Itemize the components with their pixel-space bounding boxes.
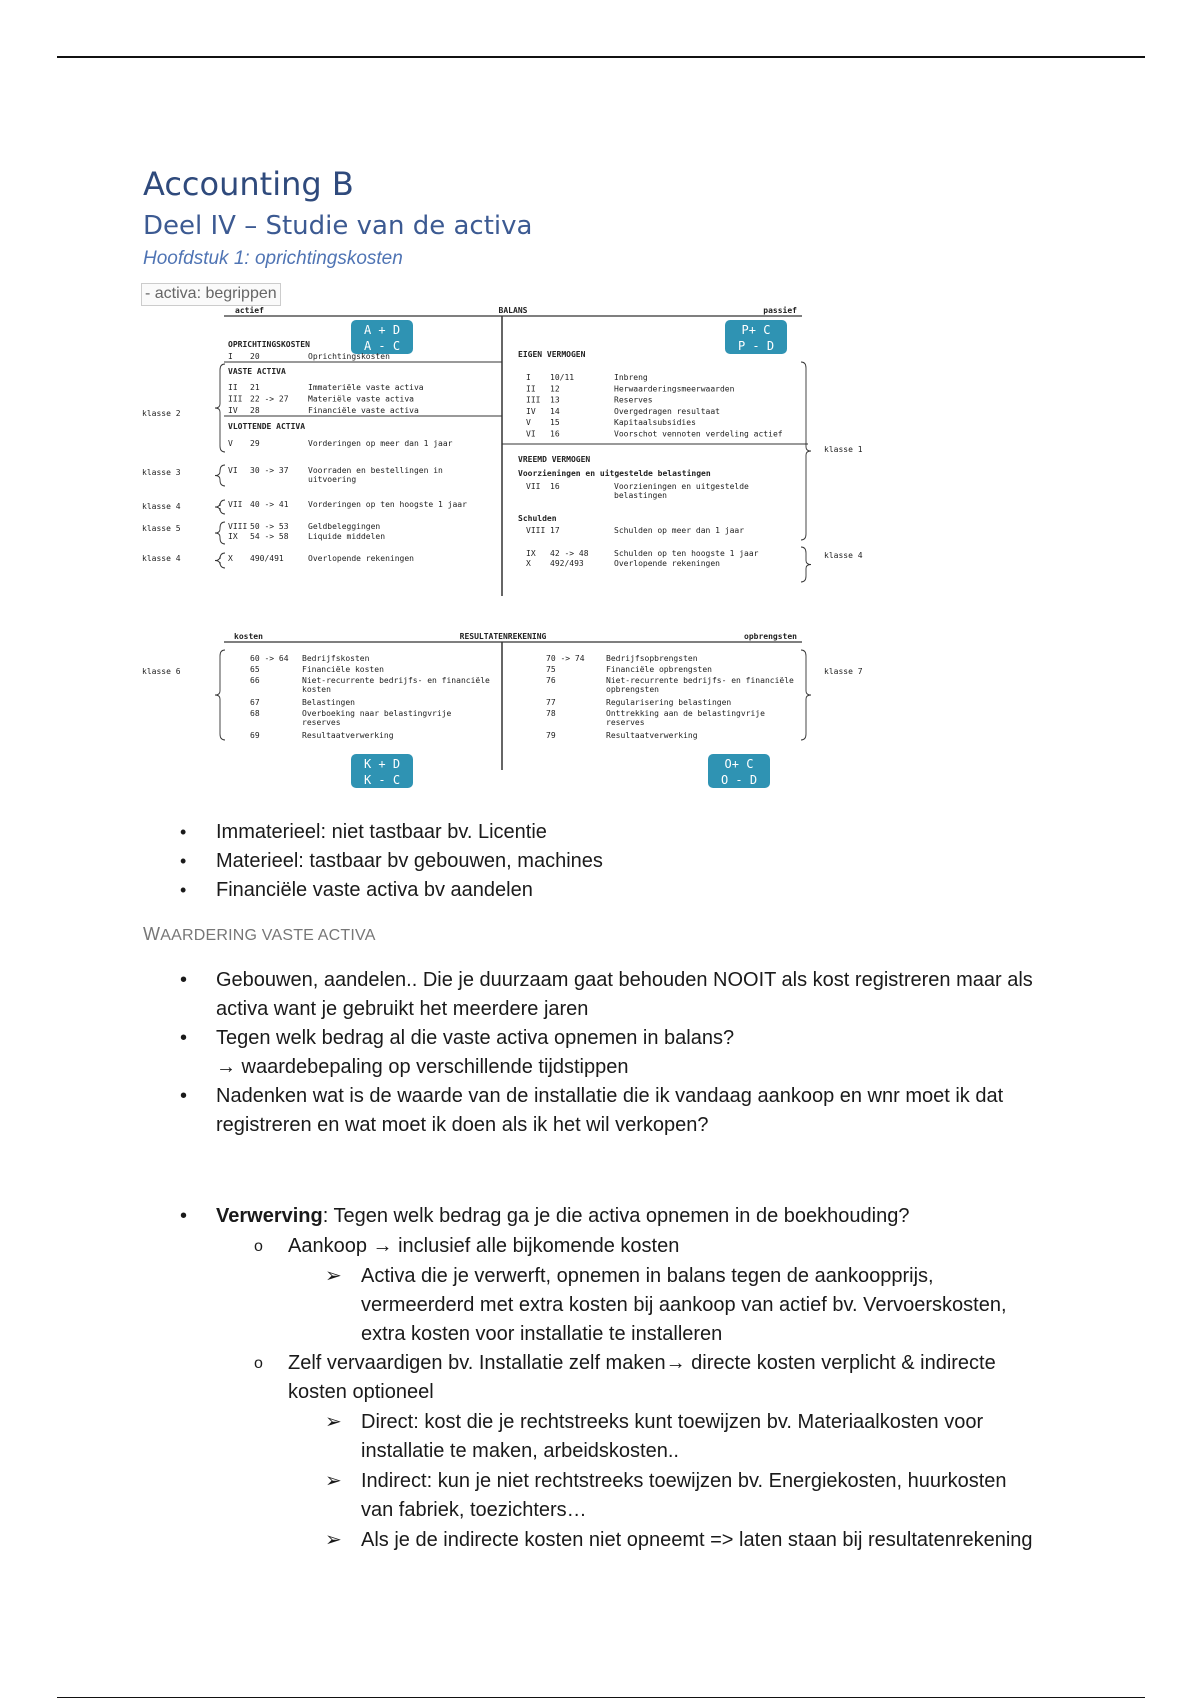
vlottende-row: uitvoering	[308, 475, 357, 484]
vlottende-row: Vorderingen op ten hoogste 1 jaar	[308, 500, 467, 509]
balans-title: BALANS	[498, 306, 528, 315]
list-item: • Gebouwen, aandelen.. Die je duurzaam gaat behouden NOOIT als kost registreren maar als activa want je gebruikt het meerdere jaren	[216, 966, 1066, 1024]
resultaten-badge-left-line1: K + D	[363, 757, 401, 771]
eigen-row: 14	[550, 406, 560, 416]
resultaten-title: RESULTATENREKENING	[459, 632, 547, 641]
brace-klasse-1	[801, 362, 811, 540]
schulden-row: X	[526, 559, 531, 568]
sub-sub-list-item: ➢ Als je de indirecte kosten niet opneemt => laten staan bij resultatenrekening	[361, 1526, 1061, 1555]
sub-list-item: o Aankoop → inclusief alle bijkomende kosten	[288, 1232, 1068, 1261]
balans-badge-left-line2: A - C	[363, 339, 401, 353]
vlottende-row: 50 -> 53	[250, 522, 289, 531]
eigen-row: I	[526, 373, 531, 382]
klasse-7-label: klasse 7	[824, 667, 863, 676]
vlottende-row: Overlopende rekeningen	[308, 554, 414, 563]
arrow-marker: ➢	[325, 1529, 342, 1551]
list-item: • Materieel: tastbaar bv gebouwen, machines	[216, 847, 603, 875]
list-item: • Immaterieel: niet tastbaar bv. Licentie	[216, 818, 603, 846]
opbrengsten-label: Financiële opbrengsten	[606, 665, 712, 674]
diagram-group	[142, 305, 863, 788]
klasse-right-label: klasse 1	[824, 445, 863, 454]
circle-marker: o	[254, 1355, 263, 1372]
eigen-row: V	[526, 418, 531, 428]
opbrengsten-label: Regularisering belastingen	[606, 698, 732, 707]
vlottende-head: VLOTTENDE ACTIVA	[228, 422, 306, 431]
vlottende-row: Vorderingen op meer dan 1 jaar	[308, 439, 453, 448]
vlottende-row: Liquide middelen	[308, 532, 386, 541]
page-title: Accounting B	[143, 165, 354, 203]
eigen-row: II	[526, 384, 536, 394]
brace-klasse-7	[801, 650, 811, 740]
vaste-row: Immateriële vaste activa	[308, 383, 424, 392]
brace-klasse-3	[215, 465, 225, 486]
top-rule	[57, 56, 1145, 58]
kosten-code: 60 -> 64	[250, 654, 289, 663]
klasse-right-label: klasse 4	[824, 551, 863, 560]
schulden-row: Schulden op ten hoogste 1 jaar	[614, 549, 759, 558]
list-item: • Nadenken wat is de waarde van de installatie die ik vandaag aankoop en wnr moet ik dat registreren en wat moet ik doen als ik het wil verkopen?	[216, 1082, 1066, 1140]
section-heading: WAARDERING VASTE ACTIVA	[143, 924, 376, 944]
kosten-label: Belastingen	[302, 698, 355, 707]
kosten-code: 65	[250, 665, 260, 674]
klasse-left-label: klasse 4	[142, 502, 181, 511]
balans-badge-right-line1: P+ C	[741, 323, 771, 337]
voorz-row: belastingen	[614, 491, 667, 500]
balance-diagram	[140, 300, 880, 800]
vreemd-head: VREEMD VERMOGEN	[518, 455, 591, 464]
kosten-label: Financiële kosten	[302, 665, 384, 674]
eigen-row: VI	[526, 429, 536, 439]
schulden-row: IX	[526, 549, 536, 558]
eigen-row: Reserves	[614, 395, 653, 405]
schulden-row: Schulden op meer dan 1 jaar	[614, 526, 745, 535]
vlottende-row: IX	[228, 532, 238, 541]
opbrengsten-label: opbrengsten	[606, 685, 659, 694]
opbrengsten-code: 78	[546, 709, 556, 718]
balans-badge-right-line2: P - D	[737, 339, 775, 353]
opbrengsten-label: Bedrijfsopbrengsten	[606, 654, 698, 663]
eigen-row: Inbreng	[614, 373, 648, 382]
kosten-label: Resultaatverwerking	[302, 731, 394, 740]
kosten-label: Bedrijfskosten	[302, 654, 370, 663]
vlottende-row: Geldbeleggingen	[308, 522, 381, 531]
klasse-left-label: klasse 3	[142, 468, 181, 477]
oprichting-row: I	[228, 352, 233, 361]
kosten-code: 69	[250, 731, 260, 740]
schulden-row: 42 -> 48	[550, 549, 589, 558]
opbrengsten-label: Resultaatverwerking	[606, 731, 698, 740]
voorz-row: Voorzieningen en uitgestelde	[614, 482, 749, 491]
kosten-label: reserves	[302, 718, 341, 727]
vlottende-row: VI	[228, 466, 238, 475]
eigen-row: Herwaarderingsmeerwaarden	[614, 384, 735, 394]
schulden-row: 492/493	[550, 559, 584, 568]
vaste-row: IV	[228, 406, 238, 415]
klasse-left-label: klasse 5	[142, 524, 181, 533]
list-item: • Financiële vaste activa bv aandelen	[216, 876, 603, 904]
arrow-marker: ➢	[325, 1265, 342, 1287]
klasse-left-label: klasse 4	[142, 554, 181, 563]
balans-right-head: passief	[763, 306, 797, 315]
list-item: • Tegen welk bedrag al die vaste activa opnemen in balans? → waardebepaling op verschillende tijdstippen	[216, 1024, 1066, 1082]
resultaten-badge-right-line2: O - D	[720, 773, 758, 787]
opbrengsten-label: reserves	[606, 718, 645, 727]
circle-marker: o	[254, 1238, 263, 1255]
kosten-code: 67	[250, 698, 260, 707]
kosten-code: 66	[250, 676, 260, 685]
vaste-row: III	[228, 394, 243, 404]
vaste-row: 28	[250, 406, 260, 415]
chapter-title: Hoofdstuk 1: oprichtingskosten	[143, 248, 403, 269]
arrow-marker: ➢	[325, 1411, 342, 1433]
section-title: Deel IV – Studie van de activa	[143, 211, 533, 241]
sub-sub-list-item: ➢ Indirect: kun je niet rechtstreeks toewijzen bv. Energiekosten, huurkosten van fabriek, toezichters…	[361, 1467, 1061, 1525]
asset-types-list	[0, 818, 603, 904]
sub-sub-list-item: ➢ Direct: kost die je rechtstreeks kunt toewijzen bv. Materiaalkosten voor installatie te maken, arbeidskosten..	[361, 1408, 1061, 1466]
schulden-row: VIII	[526, 526, 546, 535]
balans-badge-left-line1: A + D	[363, 323, 401, 337]
vlottende-row: 40 -> 41	[250, 500, 289, 509]
vlottende-row: Voorraden en bestellingen in	[308, 466, 443, 475]
brace-klasse-6	[215, 650, 225, 740]
arrow-marker: ➢	[325, 1470, 342, 1492]
resultaten-badge-right-line1: O+ C	[724, 757, 754, 771]
eigen-row: 10/11	[550, 373, 575, 382]
opbrengsten-code: 75	[546, 665, 556, 674]
vlottende-row: 490/491	[250, 554, 284, 563]
voorz-row: VII	[526, 482, 541, 491]
eigen-row: 16	[550, 429, 560, 439]
bullet-marker: •	[180, 851, 187, 871]
sub-list-item: o Zelf vervaardigen bv. Installatie zelf maken→ directe kosten verplicht & indirecte kosten optioneel	[288, 1349, 1068, 1407]
vlottende-row: 54 -> 58	[250, 532, 289, 541]
image-caption: - activa: begrippen	[141, 283, 281, 306]
bullet-marker: •	[180, 969, 188, 991]
vaste-row: 22 -> 27	[250, 394, 289, 404]
vlottende-row: VII	[228, 500, 243, 509]
eigen-head: EIGEN VERMOGEN	[518, 350, 586, 359]
vaste-row: Financiële vaste activa	[308, 406, 419, 415]
opbrengsten-code: 70 -> 74	[546, 654, 585, 663]
bullet-marker: •	[180, 1205, 188, 1227]
schulden-head: Schulden	[518, 514, 557, 523]
klasse-left-label: klasse 2	[142, 409, 181, 418]
opbrengsten-code: 76	[546, 676, 556, 685]
opbrengsten-code: 79	[546, 731, 556, 740]
bullet-marker: •	[180, 1027, 188, 1049]
vlottende-row: 30 -> 37	[250, 466, 289, 475]
vlottende-row: 29	[250, 439, 260, 448]
brace-klasse-4c	[801, 547, 811, 582]
bullet-marker: •	[180, 1085, 188, 1107]
vaste-row: 21	[250, 383, 260, 392]
schulden-row: 17	[550, 526, 560, 535]
brace-klasse-4a	[215, 500, 225, 514]
vaste-row: Materiële vaste activa	[308, 394, 414, 404]
sub-sub-list-item: ➢ Activa die je verwerft, opnemen in balans tegen de aankoopprijs, vermeerderd met extra kosten bij aankoop van actief bv. Vervoerskosten, extra kosten voor installatie te installeren	[361, 1262, 1061, 1349]
resultaten-right-head: opbrengsten	[744, 632, 797, 641]
eigen-row: 12	[550, 384, 560, 394]
kosten-label: Overboeking naar belastingvrije	[302, 709, 452, 718]
opbrengsten-label: Onttrekking aan de belastingvrije	[606, 709, 765, 718]
opbrengsten-code: 77	[546, 698, 556, 707]
kosten-label: kosten	[302, 685, 331, 694]
vlottende-row: X	[228, 554, 233, 563]
vlottende-row: VIII	[228, 522, 248, 531]
brace-klasse-5	[215, 522, 225, 544]
voorz-head: Voorzieningen en uitgestelde belastingen	[518, 469, 711, 478]
bullet-marker: •	[180, 822, 187, 842]
eigen-row: 15	[550, 418, 560, 428]
eigen-row: III	[526, 395, 541, 405]
brace-klasse-2	[215, 364, 225, 452]
oprichting-row: Oprichtingskosten	[308, 352, 390, 361]
bullet-marker: •	[180, 880, 187, 900]
bottom-rule	[57, 1697, 1145, 1698]
balans-left-head: actief	[235, 306, 264, 315]
vaste-row: II	[228, 383, 238, 392]
voorz-row: 16	[550, 482, 560, 491]
eigen-row: Voorschot vennoten verdeling actief	[614, 429, 783, 439]
opbrengsten-label: Niet-recurrente bedrijfs- en financiële	[606, 676, 794, 685]
oprichting-head: OPRICHTINGSKOSTEN	[228, 340, 310, 349]
kosten-code: 68	[250, 709, 260, 718]
vlottende-row: V	[228, 439, 233, 448]
eigen-row: IV	[526, 406, 536, 416]
resultaten-badge-left-line2: K - C	[363, 773, 401, 787]
vaste-head: VASTE ACTIVA	[228, 367, 286, 376]
oprichting-row: 20	[250, 352, 260, 361]
eigen-row: Overgedragen resultaat	[614, 406, 720, 416]
resultaten-left-head: kosten	[234, 632, 263, 641]
klasse-6-label: klasse 6	[142, 667, 181, 676]
brace-klasse-4b	[215, 553, 225, 568]
eigen-row: Kapitaalsubsidies	[614, 418, 696, 428]
kosten-label: Niet-recurrente bedrijfs- en financiële	[302, 676, 490, 685]
eigen-row: 13	[550, 395, 560, 405]
list-item: • Verwerving: Tegen welk bedrag ga je die activa opnemen in de boekhouding?	[216, 1202, 1066, 1231]
schulden-row: Overlopende rekeningen	[614, 559, 720, 568]
